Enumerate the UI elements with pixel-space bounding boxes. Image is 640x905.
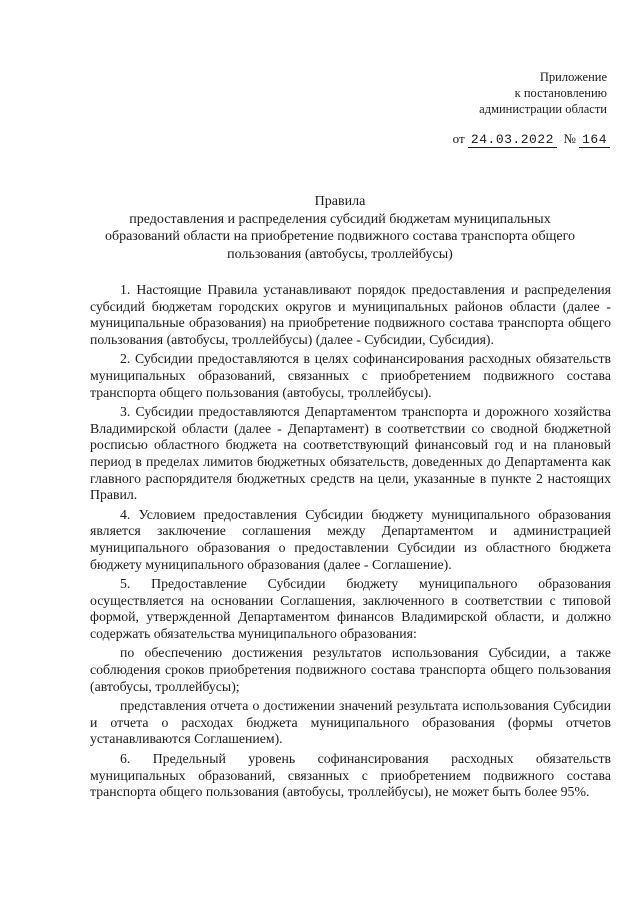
paragraph-3: 3. Субсидии предоставляются Департаментом транспорта и дорожного хозяйства Владимирской области (далее - Департамент) в соответствии со сводной бюджетной росписью областного бюджета на соответствующий финансовый год и на плановый период в пределах лимитов бюджетных обязательств, доведенных до Департамента как главного распорядителя бюджетных средств на цели, указанные в пункте 2 настоящих Правил. <box>90 404 611 503</box>
paragraph-4: 4. Условием предоставления Субсидии бюджету муниципального образования является заключение соглашения между Департаментом и администрацией муниципального образования о предоставлении Субсидии из областного бюджета бюджету муниципального образования (далее - Соглашение). <box>90 506 611 572</box>
paragraph-2: 2. Субсидии предоставляются в целях софинансирования расходных обязательств муниципальных образований, связанных с приобретением подвижного состава транспорта общего пользования (автобусы, троллейбусы). <box>90 351 611 400</box>
decree-date: 24.03.2022 <box>468 132 557 148</box>
paragraph-5-subitem-1: по обеспечению достижения результатов использования Субсидии, а также соблюдения сроков приобретения подвижного состава транспорта общего пользования (автобусы, троллейбусы); <box>90 645 611 694</box>
decree-reference <box>453 130 610 149</box>
title-line-2: образований области на приобретение подвижного состава транспорта общего <box>104 229 576 244</box>
appendix-line-1: Приложение <box>539 70 607 84</box>
appendix-line-2: к постановлению <box>514 86 607 100</box>
document-title <box>90 193 590 263</box>
title-line-3: пользования (автобусы, троллейбусы) <box>227 246 453 262</box>
document-body <box>90 282 611 804</box>
paragraph-6: 6. Предельный уровень софинансирования расходных обязательств муниципальных образований, связанных с приобретением подвижного состава транспорта общего пользования (автобусы, троллейбусы), не может быть более 95%. <box>90 751 611 800</box>
paragraph-5-subitem-2: представления отчета о достижении значений результата использования Субсидии и отчета о расходах бюджета муниципального образования (формы отчетов устанавливаются Соглашением). <box>90 698 611 747</box>
appendix-line-3: администрации области <box>479 102 607 116</box>
appendix-header <box>407 69 607 117</box>
decree-from-label: от <box>452 131 465 146</box>
title-main: Правила <box>314 194 366 209</box>
decree-number: 164 <box>579 132 610 148</box>
decree-number-label: № <box>563 131 576 146</box>
paragraph-1: 1. Настоящие Правила устанавливают порядок предоставления и распределения субсидий бюджетам городских округов и муниципальных районов области (далее - муниципальные образования) на приобретение подвижного состава транспорта общего пользования (автобусы, троллейбусы) (далее - Субсидии, Субсидия). <box>90 282 611 347</box>
paragraph-5: 5. Предоставление Субсидии бюджету муниципального образования осуществляется на основании Соглашения, заключенного в соответствии с типовой формой, утвержденной Департаментом финансов Владимирской области, и должно содержать обязательства муниципального образования: <box>90 576 611 641</box>
title-line-1: предоставления и распределения субсидий бюджетам муниципальных <box>129 211 551 227</box>
